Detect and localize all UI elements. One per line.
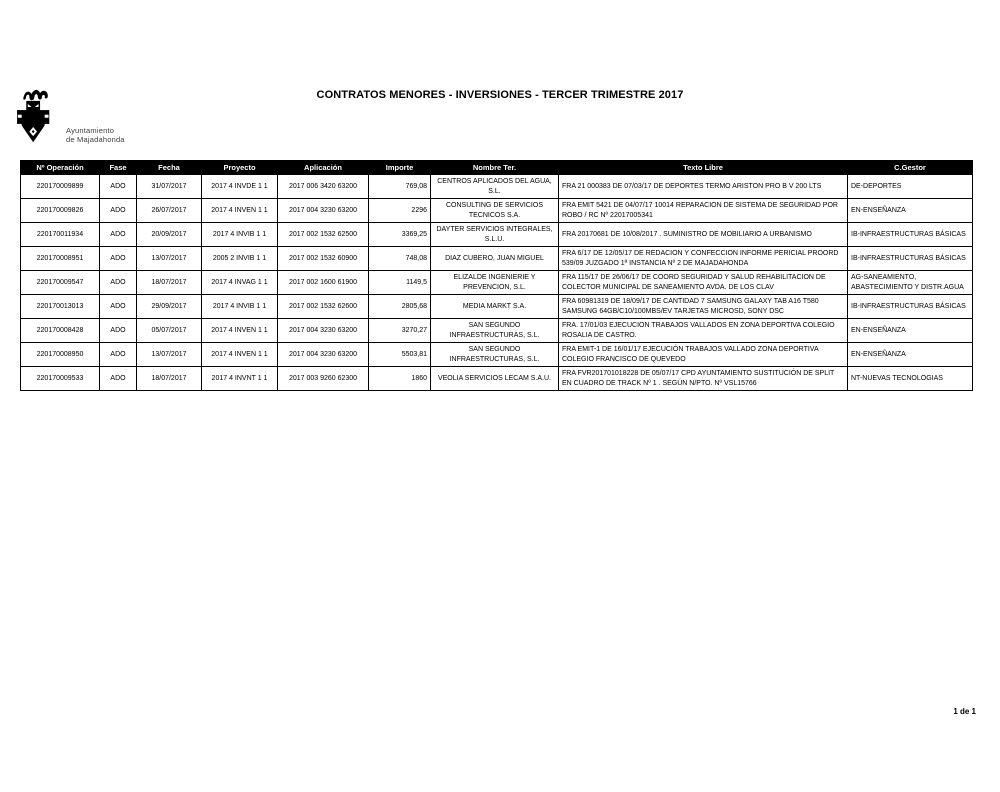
- cell-fase: ADO: [100, 199, 137, 223]
- org-name: [66, 126, 125, 144]
- cell-proyecto: 2017 4 INVEN 1 1: [202, 319, 278, 343]
- cell-importe: 1149,5: [369, 271, 431, 295]
- cell-texto: FRA 6/17 DE 12/05/17 DE REDACION Y CONFECCION INFORME PERICIAL PROORD 539/09 JUZGADO 1ª INSTANCIA Nº 2 DE MAJADAHONDA: [559, 247, 848, 271]
- cell-texto: FRA. 17/01/03 EJECUCION TRABAJOS VALLADOS EN ZONA DEPORTIVA COLEGIO ROSALIA DE CASTRO.: [559, 319, 848, 343]
- cell-operacion: 220170008951: [21, 247, 100, 271]
- cell-nombre: DIAZ CUBERO, JUAN MIGUEL: [431, 247, 559, 271]
- cell-aplicacion: 2017 004 3230 63200: [278, 199, 369, 223]
- cell-gestor: AG-SANEAMIENTO, ABASTECIMIENTO Y DISTR.AGUA: [848, 271, 973, 295]
- cell-proyecto: 2017 4 INVIB 1 1: [202, 223, 278, 247]
- cell-gestor: EN-ENSEÑANZA: [848, 199, 973, 223]
- cell-texto: FRA 20170681 DE 10/08/2017 . SUMINISTRO DE MOBILIARIO A URBANISMO: [559, 223, 848, 247]
- column-header-3: Proyecto: [202, 161, 278, 175]
- org-name-line2: de Majadahonda: [66, 135, 125, 144]
- cell-importe: 5503,81: [369, 343, 431, 367]
- cell-fecha: 13/07/2017: [137, 247, 202, 271]
- page-title: CONTRATOS MENORES - INVERSIONES - TERCER TRIMESTRE 2017: [316, 89, 684, 101]
- cell-proyecto: 2017 4 INVEN 1 1: [202, 343, 278, 367]
- cell-fecha: 31/07/2017: [137, 175, 202, 199]
- page-number: 1 de 1: [953, 707, 976, 716]
- org-name-line1: Ayuntamiento: [66, 126, 115, 135]
- cell-importe: 748,08: [369, 247, 431, 271]
- cell-gestor: IB-INFRAESTRUCTURAS BÁSICAS: [848, 247, 973, 271]
- cell-proyecto: 2017 4 INVEN 1 1: [202, 199, 278, 223]
- cell-operacion: 220170009826: [21, 199, 100, 223]
- contracts-table: [20, 160, 973, 391]
- column-header-2: Fecha: [137, 161, 202, 175]
- cell-fecha: 20/09/2017: [137, 223, 202, 247]
- cell-fase: ADO: [100, 223, 137, 247]
- cell-fecha: 26/07/2017: [137, 199, 202, 223]
- table-header-row: [21, 161, 973, 175]
- table-row: [21, 343, 973, 367]
- table-row: [21, 247, 973, 271]
- cell-fecha: 18/07/2017: [137, 271, 202, 295]
- table-row: [21, 199, 973, 223]
- cell-fecha: 29/09/2017: [137, 295, 202, 319]
- cell-operacion: 220170011934: [21, 223, 100, 247]
- column-header-0: Nº Operación: [21, 161, 100, 175]
- cell-fase: ADO: [100, 295, 137, 319]
- table-row: [21, 319, 973, 343]
- cell-importe: 2296: [369, 199, 431, 223]
- cell-nombre: DAYTER SERVICIOS INTEGRALES, S.L.U.: [431, 223, 559, 247]
- cell-fase: ADO: [100, 319, 137, 343]
- cell-fecha: 05/07/2017: [137, 319, 202, 343]
- cell-aplicacion: 2017 006 3420 63200: [278, 175, 369, 199]
- table-row: [21, 295, 973, 319]
- cell-operacion: 220170009547: [21, 271, 100, 295]
- cell-nombre: CENTROS APLICADOS DEL AGUA, S.L.: [431, 175, 559, 199]
- cell-fase: ADO: [100, 247, 137, 271]
- column-header-6: Nombre Ter.: [431, 161, 559, 175]
- cell-aplicacion: 2017 004 3230 63200: [278, 343, 369, 367]
- cell-proyecto: 2017 4 INVNT 1 1: [202, 367, 278, 391]
- cell-aplicacion: 2017 002 1600 61900: [278, 271, 369, 295]
- column-header-5: Importe: [369, 161, 431, 175]
- cell-importe: 1860: [369, 367, 431, 391]
- column-header-7: Texto Libre: [559, 161, 848, 175]
- cell-gestor: NT-NUEVAS TECNOLOGIAS: [848, 367, 973, 391]
- table-row: [21, 367, 973, 391]
- cell-nombre: CONSULTING DE SERVICIOS TECNICOS S.A.: [431, 199, 559, 223]
- cell-operacion: 220170008428: [21, 319, 100, 343]
- cell-nombre: SAN SEGUNDO INFRAESTRUCTURAS, S.L.: [431, 319, 559, 343]
- cell-nombre: SAN SEGUNDO INFRAESTRUCTURAS, S.L.: [431, 343, 559, 367]
- cell-importe: 769,08: [369, 175, 431, 199]
- column-header-4: Aplicación: [278, 161, 369, 175]
- cell-aplicacion: 2017 002 1532 62500: [278, 223, 369, 247]
- cell-texto: FRA 60981319 DE 18/09/17 DE CANTIDAD 7 SAMSUNG GALAXY TAB A16 T580 SAMSUNG 64GB/C10/100MBS/EV TARJETAS MICROSD, SONY DSC: [559, 295, 848, 319]
- cell-texto: FRA FVR201701018228 DE 05/07/17 CPD AYUNTAMIENTO SUSTITUCIÓN DE SPLIT EN CUADRO DE TRACK Nº 1 . SEGÚN N/PTO. Nº VSL15766: [559, 367, 848, 391]
- cell-importe: 3369,25: [369, 223, 431, 247]
- cell-aplicacion: 2017 002 1532 60900: [278, 247, 369, 271]
- cell-fecha: 18/07/2017: [137, 367, 202, 391]
- cell-fase: ADO: [100, 367, 137, 391]
- cell-nombre: VEOLIA SERVICIOS LECAM S.A.U.: [431, 367, 559, 391]
- cell-importe: 2805,68: [369, 295, 431, 319]
- cell-aplicacion: 2017 004 3230 63200: [278, 319, 369, 343]
- column-header-8: C.Gestor: [848, 161, 973, 175]
- cell-importe: 3270,27: [369, 319, 431, 343]
- table-row: [21, 175, 973, 199]
- cell-proyecto: 2017 4 INVIB 1 1: [202, 295, 278, 319]
- cell-aplicacion: 2017 002 1532 62600: [278, 295, 369, 319]
- table-row: [21, 223, 973, 247]
- table-row: [21, 271, 973, 295]
- cell-gestor: IB-INFRAESTRUCTURAS BÁSICAS: [848, 223, 973, 247]
- table-body: [21, 175, 973, 391]
- cell-proyecto: 2005 2 INVIB 1 1: [202, 247, 278, 271]
- cell-proyecto: 2017 4 INVDE 1 1: [202, 175, 278, 199]
- cell-operacion: 220170009899: [21, 175, 100, 199]
- cell-texto: FRA EMIT 5421 DE 04/07/17 10014 REPARACION DE SISTEMA DE SEGURIDAD POR ROBO / RC Nº 22017005341: [559, 199, 848, 223]
- cell-texto: FRA 115/17 DE 26/06/17 DE COORD SEGURIDAD Y SALUD REHABILITACION DE COLECTOR MUNICIPAL DE SANEAMIENTO AVDA. DE LOS CLAV: [559, 271, 848, 295]
- cell-gestor: EN-ENSEÑANZA: [848, 343, 973, 367]
- cell-nombre: MEDIA MARKT S.A.: [431, 295, 559, 319]
- cell-fase: ADO: [100, 175, 137, 199]
- cell-operacion: 220170008950: [21, 343, 100, 367]
- cell-texto: FRA EMIT-1 DE 16/01/17 EJECUCIÓN TRABAJOS VALLADO ZONA DEPORTIVA COLEGIO FRANCISCO DE QUEVEDO: [559, 343, 848, 367]
- cell-aplicacion: 2017 003 9260 62300: [278, 367, 369, 391]
- cell-gestor: DE-DEPORTES: [848, 175, 973, 199]
- cell-operacion: 220170009533: [21, 367, 100, 391]
- cell-gestor: EN-ENSEÑANZA: [848, 319, 973, 343]
- cell-texto: FRA 21 000383 DE 07/03/17 DE DEPORTES TERMO ARISTON PRO B V 200 LTS: [559, 175, 848, 199]
- cell-fecha: 13/07/2017: [137, 343, 202, 367]
- cell-gestor: IB-INFRAESTRUCTURAS BÁSICAS: [848, 295, 973, 319]
- cell-nombre: ELIZALDE INGENIERIE Y PREVENCION, S.L.: [431, 271, 559, 295]
- cell-fase: ADO: [100, 271, 137, 295]
- cell-proyecto: 2017 4 INVAG 1 1: [202, 271, 278, 295]
- cell-operacion: 220170013013: [21, 295, 100, 319]
- column-header-1: Fase: [100, 161, 137, 175]
- cell-fase: ADO: [100, 343, 137, 367]
